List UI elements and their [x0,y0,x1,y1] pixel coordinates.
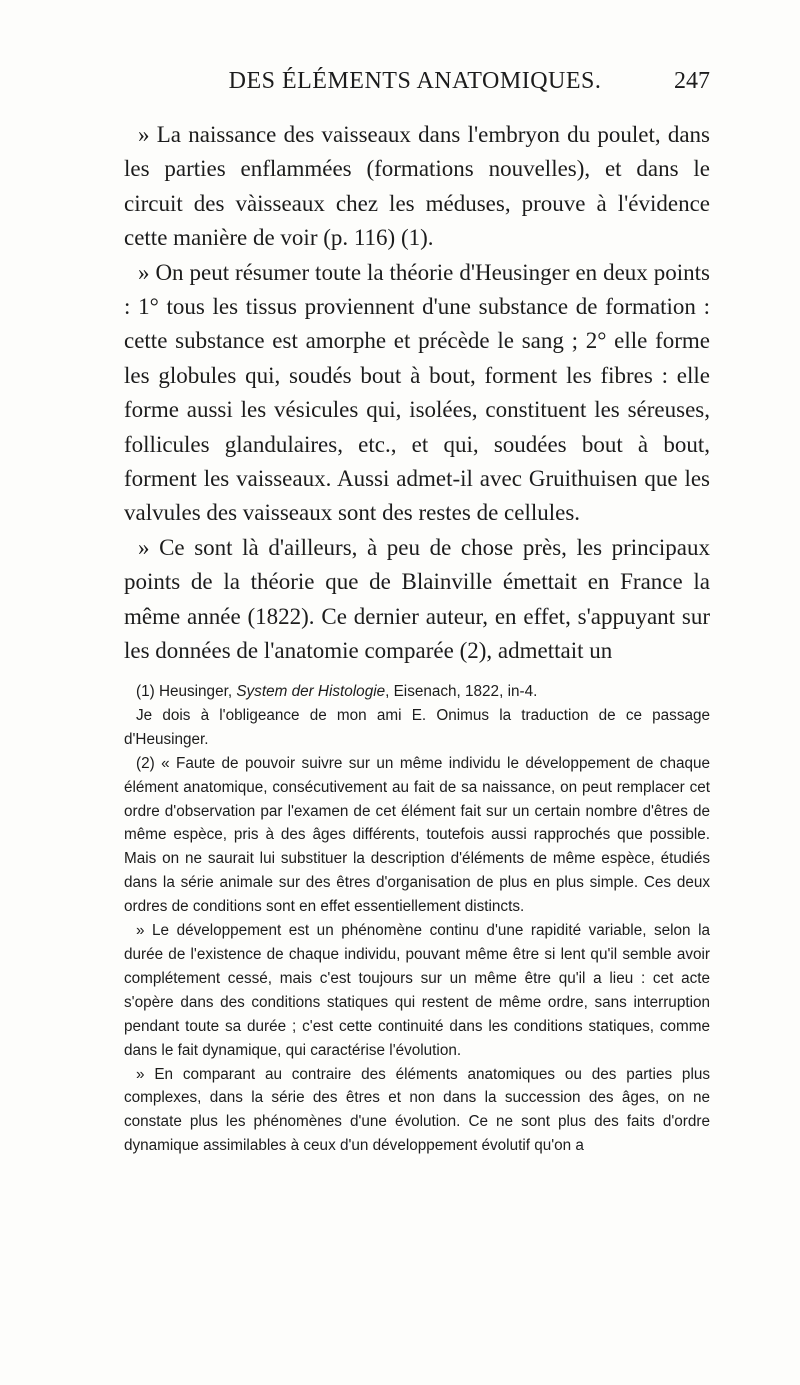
main-text [124,118,710,669]
footnote-1-translation-note: Je dois à l'obligeance de mon ami E. Onimus la traduction de ce passage d'Heusinger. [124,706,710,748]
footnotes [124,680,710,1158]
page-title: DES ÉLÉMENTS ANATOMIQUES. [228,68,602,94]
paragraph: » Ce sont là d'ailleurs, à peu de chose près, les principaux points de la théorie que de Blainville émettait en France la même année (1822). Ce dernier auteur, en effet, s'appuyant sur les données de l'anatomie comparée (2), admettait un [124,534,710,664]
footnote-2: (2) « Faute de pouvoir suivre sur un même individu le développement de chaque élément anatomique, consécutivement au fait de sa naissance, on peut remplacer cet ordre d'observation par l'examen de cet élément fait sur un certain nombre d'êtres de même espèce, pris à des âges différents, toutefois aussi rapprochés que possible. Mais on ne saurait lui substituer la description d'éléments de même espèce, étudiés dans la série animale sur des êtres d'organisation de plus en plus simple. Ces deux ordres de conditions sont en effet essentiellement distincts. [124,754,710,916]
footnote-2-continuation: » Le développement est un phénomène continu d'une rapidité variable, selon la durée de l'existence de chaque individu, pouvant même être si lent qu'il semble avoir complétement cessé, mais c'est toujours sur un même être qu'il a lieu : cet acte s'opère dans des conditions statiques qui restent de même ordre, sans interruption pendant toute sa durée ; c'est cette continuité dans les conditions statiques, comme dans le fait dynamique, qui caractérise l'évolution. [124,922,710,1059]
paragraph: » La naissance des vaisseaux dans l'embryon du poulet, dans les parties enflammées (formations nouvelles), et dans le circuit des vàisseaux chez les méduses, prouve à l'évidence cette manière de voir (p. 116) (1). [124,122,710,251]
running-header [120,68,710,100]
footnote-1-prefix: (1) Heusinger, [136,683,237,700]
footnote-2-continuation: » En comparant au contraire des éléments anatomiques ou des parties plus complexes, dans la série des êtres et non dans la succession des âges, on ne constate plus les phénomènes d'une évolution. Ce ne sont plus des faits d'ordre dynamique assimilables à ceux d'un développement évolutif qu'on a [124,1065,710,1155]
footnote-1 [124,680,710,704]
paragraph: » On peut résumer toute la théorie d'Heusinger en deux points : 1° tous les tissus proviennent d'une substance de formation : cette substance est amorphe et précède le sang ; 2° elle forme les globules qui, soudés bout à bout, forment les fibres : elle forme aussi les vésicules qui, isolées, constituent les séreuses, follicules glandulaires, etc., et qui, soudées bout à bout, forment les vaisseaux. Aussi admet-il avec Gruithuisen que les valvules des vaisseaux sont des restes de cellules. [124,259,710,526]
footnote-1-book-title: System der Histologie [236,683,386,700]
page-number: 247 [674,68,710,94]
footnote-1-suffix: , Eisenach, 1822, in-4. [385,683,538,700]
